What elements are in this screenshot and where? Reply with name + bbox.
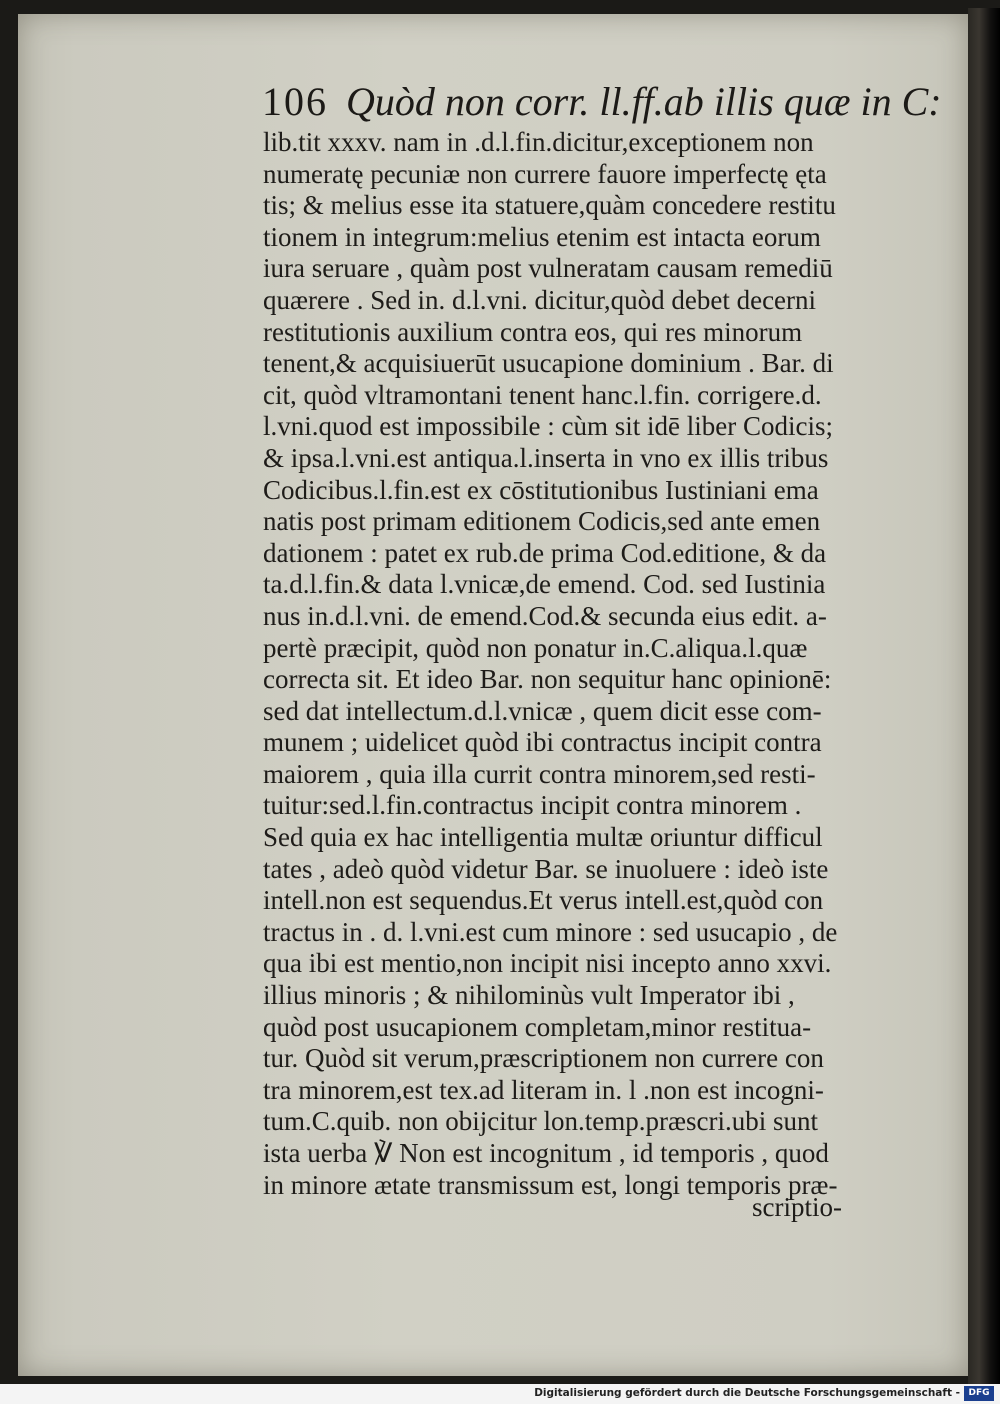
text-line: ista uerba ℣ Non est incognitum , id temporis , quod [263, 1138, 829, 1168]
text-line: l.vni.quod est impossibile : cùm sit idē liber Codicis; [263, 411, 833, 442]
text-line: natis post primam editionem Codicis,sed ante emen [263, 506, 821, 537]
text-line: Codicibus.l.fin.est ex cōstitutionibus Iustiniani ema [263, 474, 819, 505]
text-line: restitutionis auxilium contra eos, qui res minorum [263, 316, 803, 347]
text-line: in minore ætate transmissum est, longi temporis præ- [263, 1169, 838, 1200]
catchword: scriptio- [752, 1192, 842, 1222]
text-line: maiorem , quia illa currit contra minorem,sed resti- [263, 758, 816, 789]
text-line: tra minorem,est tex.ad literam in. l .non est incogni- [263, 1074, 824, 1105]
text-line: tur. Quòd sit verum,præscriptionem non currere con [263, 1043, 824, 1074]
page-number: 106 [262, 79, 328, 124]
text-line: numeratę pecuniæ non currere fauore imperfectę ęta [263, 158, 827, 189]
text-line: intell.non est sequendus.Et verus intell.est,quòd con [263, 885, 824, 916]
text-line: illius minoris ; & nihilominùs vult Imperator ibi , [263, 980, 795, 1011]
page-header [262, 78, 942, 128]
text-line: munem ; uidelicet quòd ibi contractus incipit contra [263, 727, 822, 758]
book-edge [968, 8, 1000, 1384]
text-line: correcta sit. Et ideo Bar. non sequitur hanc opinionē: [263, 664, 832, 695]
text-line: tenent,& acquisiuerūt usucapione dominium . Bar. di [263, 348, 834, 379]
dfg-logo: DFG [964, 1386, 994, 1401]
text-line: lib.tit xxxv. nam in .d.l.fin.dicitur,exceptionem non [263, 127, 814, 157]
text-line: iura seruare , quàm post vulneratam causam remediū [263, 253, 833, 284]
text-line: dationem : patet ex rub.de prima Cod.editione, & da [263, 537, 827, 568]
text-body [263, 127, 893, 1201]
footer-bar [0, 1384, 1000, 1404]
text-line: pertè præcipit, quòd non ponatur in.C.aliqua.l.quæ [263, 632, 808, 663]
text-line: quòd post usucapionem completam,minor restitua- [263, 1011, 812, 1042]
digitization-credit: Digitalisierung gefördert durch die Deutsche Forschungsgemeinschaft - [534, 1387, 960, 1399]
text-line: tis; & melius esse ita statuere,quàm concedere restitu [263, 190, 836, 221]
text-line: ta.d.l.fin.& data l.vnicæ,de emend. Cod. sed Iustinia [263, 569, 826, 600]
text-line: quærere . Sed in. d.l.vni. dicitur,quòd debet decerni [263, 284, 817, 315]
text-line: tuitur:sed.l.fin.contractus incipit contra minorem . [263, 790, 802, 821]
text-line: cit, quòd vltramontani tenent hanc.l.fin. corrigere.d. [263, 379, 822, 410]
text-line: & ipsa.l.vni.est antiqua.l.inserta in vno ex illis tribus [263, 442, 829, 473]
text-line: tractus in . d. l.vni.est cum minore : sed usucapio , de [263, 916, 838, 947]
running-head: Quòd non corr. ll.ff.ab illis quæ in C: [346, 79, 942, 124]
text-line: tionem in integrum:melius etenim est intacta eorum [263, 221, 821, 252]
text-line: tum.C.quib. non obijcitur lon.temp.præscri.ubi sunt [263, 1106, 818, 1137]
text-line: Sed quia ex hac intelligentia multæ oriuntur difficul [263, 822, 823, 853]
text-line: nus in.d.l.vni. de emend.Cod.& secunda eius edit. a- [263, 600, 827, 631]
text-line: qua ibi est mentio,non incipit nisi incepto anno xxvi. [263, 948, 832, 979]
text-line: tates , adeò quòd videtur Bar. se inuoluere : ideò iste [263, 853, 829, 884]
text-line: sed dat intellectum.d.l.vnicæ , quem dicit esse com- [263, 695, 822, 726]
